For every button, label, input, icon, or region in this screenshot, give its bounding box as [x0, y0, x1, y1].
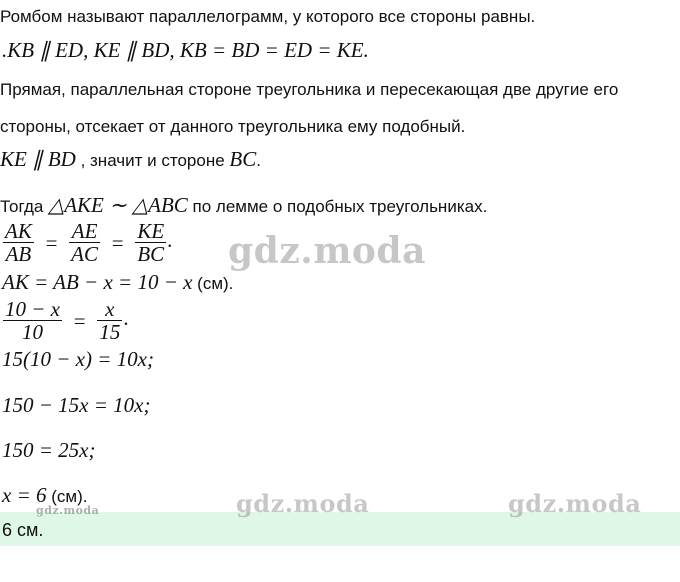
conclusion-line: [0, 149, 261, 171]
fraction-x-over-15: [97, 298, 122, 343]
numerator: KE: [137, 219, 165, 243]
ke-parallel-bd: KE ∥ BD: [0, 147, 76, 171]
equals-sign: =: [45, 230, 58, 255]
watermark-small: gdz.moda: [36, 504, 100, 517]
similarity-post: по лемме о подобных треугольниках.: [192, 197, 488, 216]
proportion-equation: [2, 298, 129, 343]
similarity-pre: Тогда: [0, 197, 44, 216]
ak-expression: AK = AB − x = 10 − x: [2, 270, 193, 294]
denominator: 15: [99, 320, 121, 344]
equals-sign: =: [111, 230, 124, 255]
numerator: AE: [69, 220, 100, 243]
bc-label: BC: [229, 147, 257, 171]
theorem-line-2: стороны, отсекает от данного треугольника ему подобный.: [0, 117, 466, 136]
step-1: 15(10 − x) = 10x;: [2, 347, 154, 371]
theorem-line-1: Прямая, параллельная стороне треугольника и пересекающая две другие его: [0, 80, 619, 99]
similarity-math: △AKE ∼ △ABC: [48, 193, 188, 217]
x-value: x = 6: [2, 483, 47, 507]
equals-sign: =: [73, 308, 86, 333]
proportion-period: .: [123, 305, 129, 330]
denominator: BC: [137, 242, 165, 266]
step-2: 150 − 15x = 10x;: [2, 393, 151, 417]
watermark-bottom-mid: gdz.moda: [236, 489, 370, 518]
answer-text: 6 см.: [2, 520, 44, 540]
ratio-period: .: [167, 227, 173, 252]
parallel-equalities-line: .KB ∥ ED, KE ∥ BD, KB = BD = ED = KE.: [2, 38, 369, 62]
fraction-ak-ab: [3, 220, 34, 265]
fraction-10-minus-x-over-10: [3, 298, 62, 343]
step-3: 150 = 25x;: [2, 438, 96, 462]
fraction-ke-bc: [135, 220, 166, 265]
numerator: 10 − x: [5, 297, 60, 321]
watermark-center: gdz.moda: [228, 230, 426, 272]
conclusion-period: .: [256, 151, 261, 170]
definition-line: Ромбом называют параллелограмм, у которого все стороны равны.: [0, 7, 536, 26]
similarity-line: [0, 195, 487, 217]
conclusion-text: , значит и стороне: [80, 151, 225, 170]
fraction-ae-ac: [69, 220, 100, 265]
denominator: AC: [71, 242, 98, 266]
ak-expression-line: [2, 272, 233, 294]
x-unit: (см).: [51, 487, 88, 506]
denominator: AB: [5, 242, 32, 266]
numerator: AK: [5, 219, 32, 243]
numerator: x: [97, 298, 122, 321]
ak-unit: (см).: [197, 274, 234, 293]
ratio-equation: [2, 220, 172, 265]
denominator: 10: [22, 320, 43, 344]
watermark-bottom-right: gdz.moda: [508, 489, 642, 518]
